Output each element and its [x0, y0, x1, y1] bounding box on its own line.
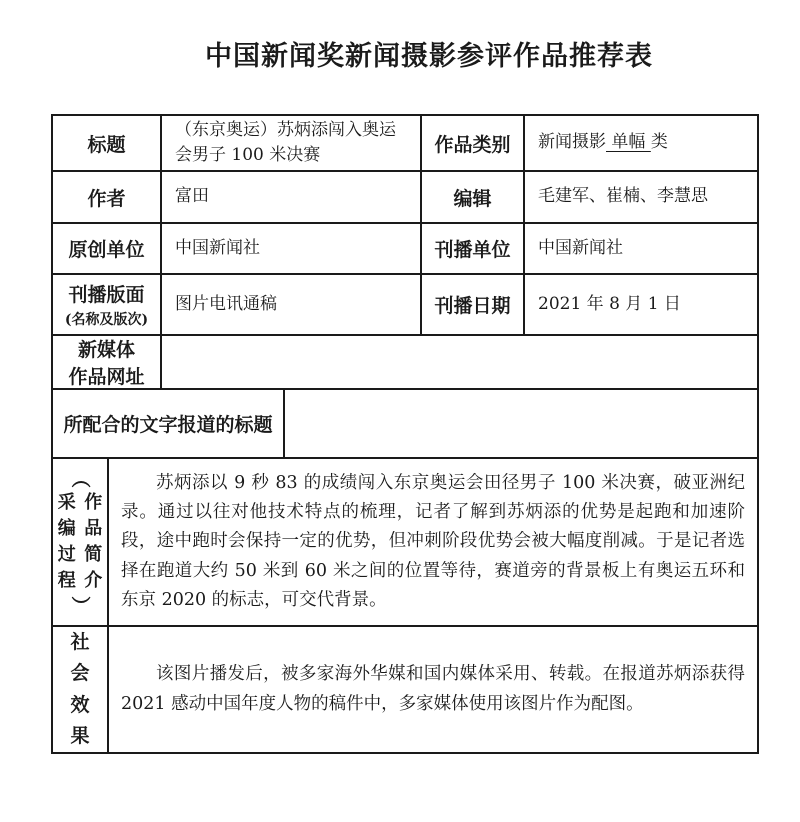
process-label-cell: [53, 459, 109, 625]
title-value: （东京奥运）苏炳添闯入奥运会男子 100 米决赛: [175, 119, 396, 165]
text-report-label-cell: [53, 390, 285, 457]
new-media-label-line1: 新媒体: [77, 339, 135, 361]
original-unit-label: 原创单位: [68, 239, 145, 261]
paren-close-glyph: ）: [69, 596, 92, 616]
form-row-social-effect: [53, 627, 757, 752]
layout-value: 图片电讯通稿: [175, 293, 277, 314]
editor-value-cell: [525, 172, 757, 222]
title-label: 标题: [87, 133, 126, 156]
title-value-cell: [162, 116, 422, 170]
form-row-process-intro: [53, 459, 757, 627]
form-row-units: [53, 224, 757, 275]
category-label: 作品类别: [434, 133, 511, 156]
publish-date-label-cell: [422, 275, 525, 334]
layout-label-line1: 刊播版面: [68, 284, 145, 306]
category-underlined-value: 单幅: [606, 132, 651, 153]
category-label-cell: [422, 116, 525, 170]
publish-date-label: 刊播日期: [434, 295, 511, 317]
category-prefix: 新闻摄影: [538, 132, 606, 153]
publish-unit-value-cell: [525, 224, 757, 273]
editor-label: 编辑: [453, 187, 492, 210]
original-unit-label-cell: [53, 224, 162, 273]
form-row-text-report: [53, 390, 757, 459]
paren-open-glyph: （: [69, 468, 92, 488]
social-effect-label: 社会效果: [70, 630, 90, 747]
publish-unit-label-cell: [422, 224, 525, 273]
publish-date-value-cell: [525, 275, 757, 334]
editor-value: 毛建军、崔楠、李慧思: [538, 186, 708, 207]
text-report-label: 所配合的文字报道的标题: [63, 414, 273, 436]
social-text-cell: [109, 627, 757, 752]
process-label-col-left: 采编过程: [57, 491, 76, 592]
original-unit-value: 中国新闻社: [175, 237, 260, 258]
form-row-author-editor: [53, 172, 757, 224]
form-row-layout-date: [53, 275, 757, 336]
author-value-cell: [162, 172, 422, 222]
recommendation-form-table: [51, 114, 759, 754]
form-row-new-media: [53, 336, 757, 390]
social-effect-text: 该图片播发后，被多家海外华媒和国内媒体采用、转载。在报道苏炳添获得 2021 感动中国年度人物的稿件中，多家媒体使用该图片作为配图。: [121, 664, 745, 714]
page-title: 中国新闻奖新闻摄影参评作品推荐表: [205, 41, 653, 72]
process-label-col-right: 作品简介: [84, 491, 103, 592]
process-text: 苏炳添以 9 秒 83 的成绩闯入东京奥运会田径男子 100 米决赛，破亚洲纪录。通过以往对他技术特点的梳理，记者了解到苏炳添的优势是起跑和加速阶段，途中跑时会保持一定的优势，但冲刺阶段优势会被大幅度削减。于是记者选择在跑道大约 50 米到 60 米之间的位置等待，赛道旁的背景板上有奥运五环和东京 2020 的标志，可交代背景。: [121, 473, 745, 610]
author-value: 富田: [175, 186, 209, 207]
text-report-value-cell: [285, 390, 757, 457]
category-value-cell: [525, 116, 757, 170]
layout-label-line2: (名称及版次): [64, 312, 149, 328]
author-label: 作者: [87, 187, 126, 210]
title-label-cell: [53, 116, 162, 170]
editor-label-cell: [422, 172, 525, 222]
publish-unit-value: 中国新闻社: [538, 237, 623, 258]
process-vertical-label: [56, 468, 104, 616]
form-row-title-category: [53, 116, 757, 172]
new-media-label-line2: 作品网址: [68, 366, 145, 388]
layout-value-cell: [162, 275, 422, 334]
original-unit-value-cell: [162, 224, 422, 273]
layout-label-cell: [53, 275, 162, 334]
author-label-cell: [53, 172, 162, 222]
new-media-label-cell: [53, 336, 162, 388]
new-media-value-cell: [162, 336, 757, 388]
publish-unit-label: 刊播单位: [434, 239, 511, 261]
social-label-cell: [53, 627, 109, 752]
process-text-cell: [109, 459, 757, 625]
category-value: [538, 130, 749, 156]
category-suffix: 类: [650, 132, 668, 153]
publish-date-value: 2021 年 8 月 1 日: [538, 293, 681, 314]
